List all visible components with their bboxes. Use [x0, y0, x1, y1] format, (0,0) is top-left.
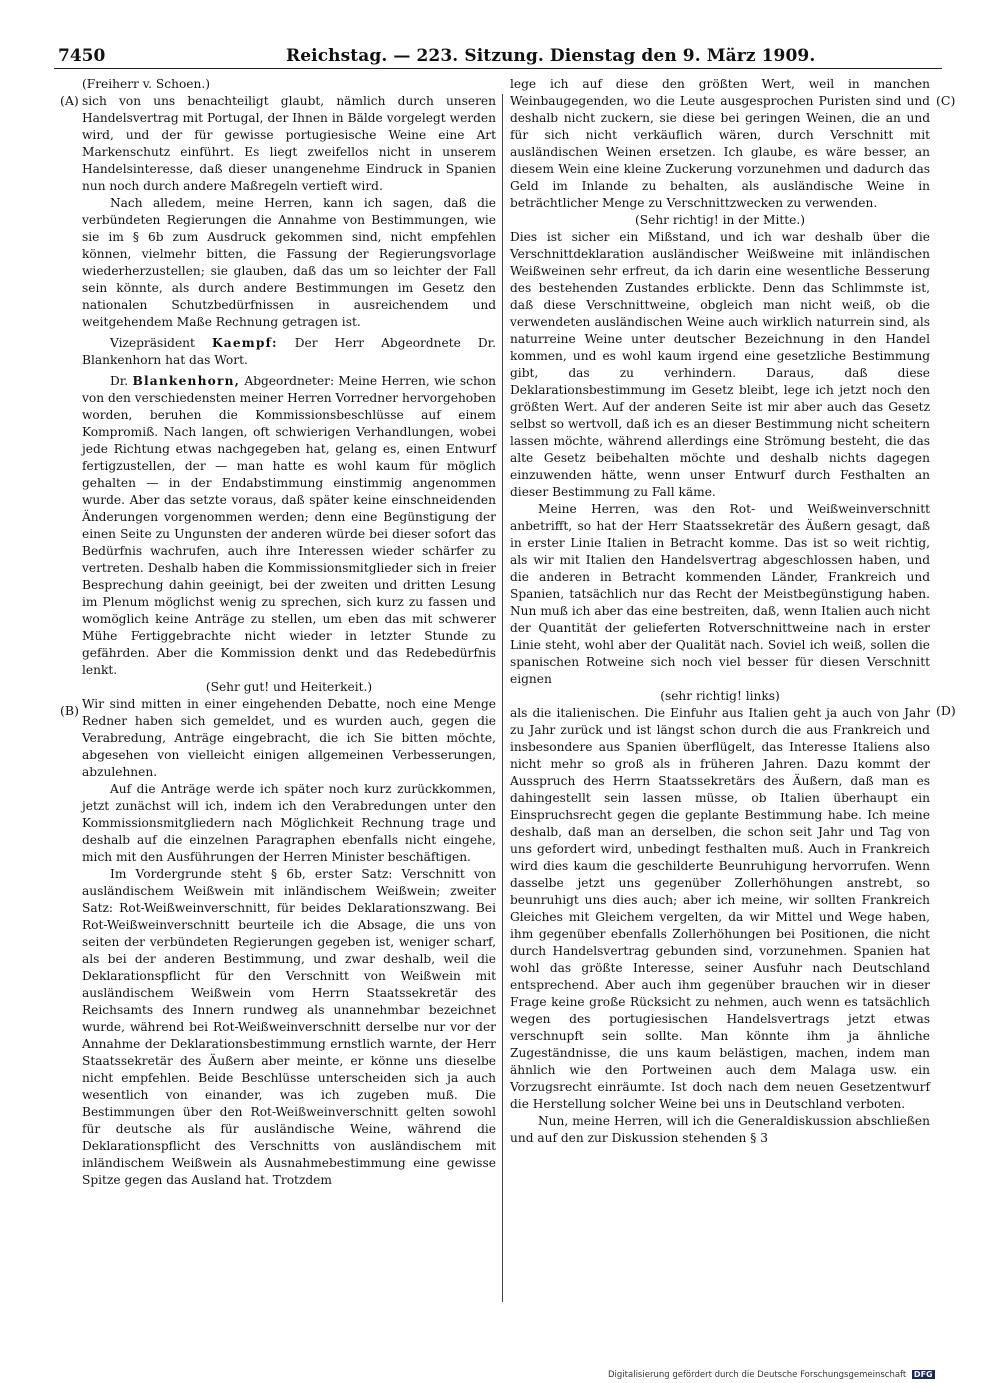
speaker-paragraph	[82, 335, 496, 369]
paragraph: Nun, meine Herren, will ich die Generaldiskussion abschließen und auf den zur Diskussion stehenden § 3	[510, 1114, 930, 1145]
speaker-text: Abgeordneter: Meine Herren, wie schon von den verschiedensten meiner Herren Vorredner hervorgehoben worden, beruhen die Kommissionsbeschlüsse auf einem Kompromiß. Nach langen, oft schwierigen Verhandlungen, wobei jede Richtung etwas nachgegeben hat, gelang es, einen Entwurf fertigzustellen, der — man hatte es wohl kaum für möglich gehalten — in der Endabstimmung einstimmig angenommen wurde. Aber das setzte voraus, daß später keine einschneidenden Änderungen vorgenommen werden; denn eine Begünstigung der einen Seite zu Ungunsten der anderen würde bei dieser sofort das Bedürfnis wachrufen, auch ihre Interessen wieder schärfer zu vertreten. Deshalb haben die Kommissionsmitglieder sich in freier Besprechung dahin geeinigt, bei der zweiten und dritten Lesung im Plenum möglichst wenig zu sprechen, sich kurz zu fassen und womöglich keine Anträge zu stellen, um eben das mit schwerer Mühe Fertiggebrachte nicht wieder in letzter Stunde zu gefährden. Aber die Kommission denkt und das Redebedürfnis lenkt.	[82, 374, 497, 677]
margin-marker-d: (D)	[936, 703, 956, 718]
paragraph: Im Vordergrunde steht § 6b, erster Satz: Verschnitt von ausländischem Weißwein mit inländischem Weißwein; zweiter Satz: Rot-Weißweinverschnitt, für beides Deklarationszwang. Bei Rot-Weißweinverschnitt beurteile ich die Absage, die uns von seiten der verbündeten Regierungen gegeben ist, weniger scharf, als bei der anderen Bestimmung, und zwar deshalb, weil die Deklarationspflicht für den Verschnitt von Weißwein mit ausländischem Weißwein vom Herrn Staatssekretär des Reichsamts des Innern rundweg als unannehmbar bezeichnet wurde, während bei Rot-Weißweinverschnitt derselbe nur vor der Annahme der Deklarationsbestimmung ernstlich warnte, der Herr Staatssekretär des Äußern aber meinte, er könne uns dieselbe nicht empfehlen. Beide Beschlüsse unterscheiden sich ja auch wesentlich von einander, was ich zugeben muß. Die Bestimmungen über den Rot-Weißweinverschnitt gelten sowohl für deutsche als für ausländische Weine, während die Deklarationspflicht des Verschnitts von ausländischem mit inländischem Weißwein als Ausnahmebestimmung eine gewisse Spitze gegen das Ausland hat. Trotzdem	[82, 867, 496, 1187]
paragraph: sich von uns benachteiligt glaubt, nämlich durch unseren Handelsvertrag mit Portugal, der Ihnen in Bälde vorgelegt werden wird, und der für gewisse portugiesische Weine eine Art Markenschutz einführt. Es liegt zweifellos nicht in unserem Handelsinteresse, daß dieser unangenehme Eindruck in Spanien nun noch durch andere Maßregeln vertieft wird.	[82, 94, 496, 193]
interjection: (sehr richtig! links)	[660, 689, 780, 703]
footer-text: Digitalisierung gefördert durch die Deutsche Forschungsgemeinschaft	[608, 1370, 907, 1380]
column-divider	[502, 94, 503, 1302]
running-title: Reichstag. — 223. Sitzung. Dienstag den 9. März 1909.	[286, 46, 816, 66]
paragraph: als die italienischen. Die Einfuhr aus Italien geht ja auch von Jahr zu Jahr zurück und ist längst schon durch die aus Frankreich und insbesondere aus Spanien überflügelt, das Interesse Italiens also nicht mehr so groß als in früheren Jahren. Dazu kommt der Ausspruch des Herrn Staatssekretärs des Äußern, daß man es dahingestellt sein lassen müsse, ob Italien überhaupt ein Einspruchsrecht gegen die geplante Bestimmung habe. Ich meine deshalb, daß man an derselben, die schon seit Jahr und Tag von uns gefordert wird, unbedingt festhalten muß. Auch in Frankreich wird dies kaum die geschilderte Beunruhigung hervorrufen. Wenn dasselbe jetzt uns gegenüber Zollerhöhungen anstrebt, so beunruhigt uns dies auch; aber ich meine, wir sollten Frankreich Gleiches mit Gleichem vergelten, da wir Mittel und Wege haben, ihm gegenüber ebenfalls Zollerhöhungen bei Positionen, die nicht durch Handelsvertrag gebunden sind, vorzunehmen. Spanien hat wohl das größte Interesse, seiner Ausfuhr nach Deutschland entsprechend. Aber auch ihm gegenüber brauchen wir in dieser Frage keine große Rücksicht zu nehmen, auch wenn es tatsächlich wegen des portugiesischen Handelsvertrags jetzt etwas verschnupft sein sollte. Man könnte ihm ja ähnliche Zugeständnisse, die uns kaum belästigen, machen, indem man ähnlich wie den Portweinen auch dem Malaga usw. ein Vorzugsrecht einräumte. Ist doch nach dem neuen Gesetzentwurf die Herstellung solcher Weine bei uns in Deutschland verboten.	[510, 706, 930, 1111]
speaker-title: Dr.	[110, 374, 129, 388]
speaker-text: Der Herr Abgeordnete Dr. Blankenhorn hat das Wort.	[82, 336, 496, 367]
interjection: (Sehr richtig! in der Mitte.)	[635, 213, 805, 227]
margin-marker-a: (A)	[60, 93, 79, 108]
speaker-name: Kaempf:	[211, 336, 278, 350]
margin-marker-b: (B)	[60, 703, 79, 718]
dfg-logo: DFG	[913, 1370, 933, 1379]
speaker-role: Vizepräsident	[110, 336, 195, 350]
speaker-name: Blankenhorn,	[132, 374, 241, 388]
left-column	[82, 76, 496, 1189]
paragraph: Wir sind mitten in einer eingehenden Debatte, noch eine Menge Redner haben sich gemeldet, und es wurden auch, gegen die Verabredung, Anträge eingebracht, die ich Sie bitten möchte, abgesehen von vielleicht einigen allgemeinen Verbesserungen, abzulehnen.	[82, 697, 496, 779]
page-header	[54, 44, 942, 69]
speaker-continued: (Freiherr v. Schoen.)	[82, 77, 210, 91]
speaker-paragraph	[82, 373, 496, 679]
digitization-footer	[608, 1370, 935, 1380]
paragraph: Dies ist sicher ein Mißstand, und ich war deshalb über die Verschnittdeklaration ausländischer Weißweine mit inländischen Weißweinen sehr erfreut, da ich darin eine wesentliche Besserung des bestehenden Zustandes erblickte. Denn das Schlimmste ist, daß diese Verschnittweine, obgleich man nicht weiß, ob die verwendeten ausländischen Weine auch wirklich naturrein sind, als naturreine Weine unter deutscher Bezeichnung in den Handel kommen, und es wohl kaum irgend eine gesetzliche Bestimmung gibt, das zu verhindern. Daraus, daß diese Deklarationsbestimmung im Gesetz bleibt, lege ich jetzt noch den größten Wert. Auf der anderen Seite ist mir aber auch das Gesetz selbst so wertvoll, daß ich es an dieser Bestimmung nicht scheitern lassen möchte, während allerdings eine Strömung besteht, die das alte Gesetz beibehalten möchte und deshalb nichts dagegen einzuwenden hätte, wenn unser Entwurf durch Festhalten an dieser Bestimmung zu Fall käme.	[510, 230, 930, 499]
margin-marker-c: (C)	[936, 93, 956, 108]
interjection: (Sehr gut! und Heiterkeit.)	[205, 680, 373, 694]
paragraph: lege ich auf diese den größten Wert, weil in manchen Weinbaugegenden, wo die Leute ausgesprochen Puristen sind und deshalb nicht zuckern, sie diese bei geringen Weinen, die an und für sich nicht verkäuflich wären, durch Verschnitt mit ausländischen Weinen ersetzen. Ich glaube, es wäre besser, an diesem Wein eine kleine Zuckerung vorzunehmen und dadurch das Geld im Inlande zu behalten, als ausländische Weine in beträchtlicher Menge zu Verschnittzwecken zu verwenden.	[510, 77, 930, 210]
paragraph: Auf die Anträge werde ich später noch kurz zurückkommen, jetzt zunächst will ich, indem ich den Verabredungen unter den Kommissionsmitgliedern nach Möglichkeit Rechnung trage und deshalb auf die einzelnen Paragraphen ebenfalls nicht eingehe, mich mit den Ausführungen der Herren Minister beschäftigen.	[82, 782, 496, 864]
page-number: 7450	[58, 46, 106, 66]
paragraph: Nach alledem, meine Herren, kann ich sagen, daß die verbündeten Regierungen die Annahme von Bestimmungen, wie sie im § 6b zum Ausdruck gekommen sind, nicht empfehlen können, vielmehr bitten, die Fassung der Regierungsvorlage wiederherzustellen; sie glauben, daß das um so leichter der Fall sein könnte, als durch andere Bestimmungen im Gesetz den nationalen Schutzbedürfnissen in ausreichendem und weitgehendem Maße Rechnung getragen ist.	[82, 196, 496, 329]
paragraph: Meine Herren, was den Rot- und Weißweinverschnitt anbetrifft, so hat der Herr Staatssekretär des Äußern gesagt, daß in erster Linie Italien in Betracht komme. Das ist so weit richtig, als wir mit Italien den Handelsvertrag abgeschlossen haben, und die anderen in Betracht kommenden Länder, Frankreich und Spanien, tatsächlich nur das Recht der Meistbegünstigung haben. Nun muß ich aber das eine bestreiten, daß, wenn Italien auch nicht der Quantität der gelieferten Rotverschnittweine nach in erster Linie steht, wohl aber der Qualität nach. Soviel ich weiß, sollen die spanischen Rotweine sich noch viel besser für diesen Verschnitt eignen	[510, 502, 930, 686]
right-column	[510, 76, 930, 1147]
